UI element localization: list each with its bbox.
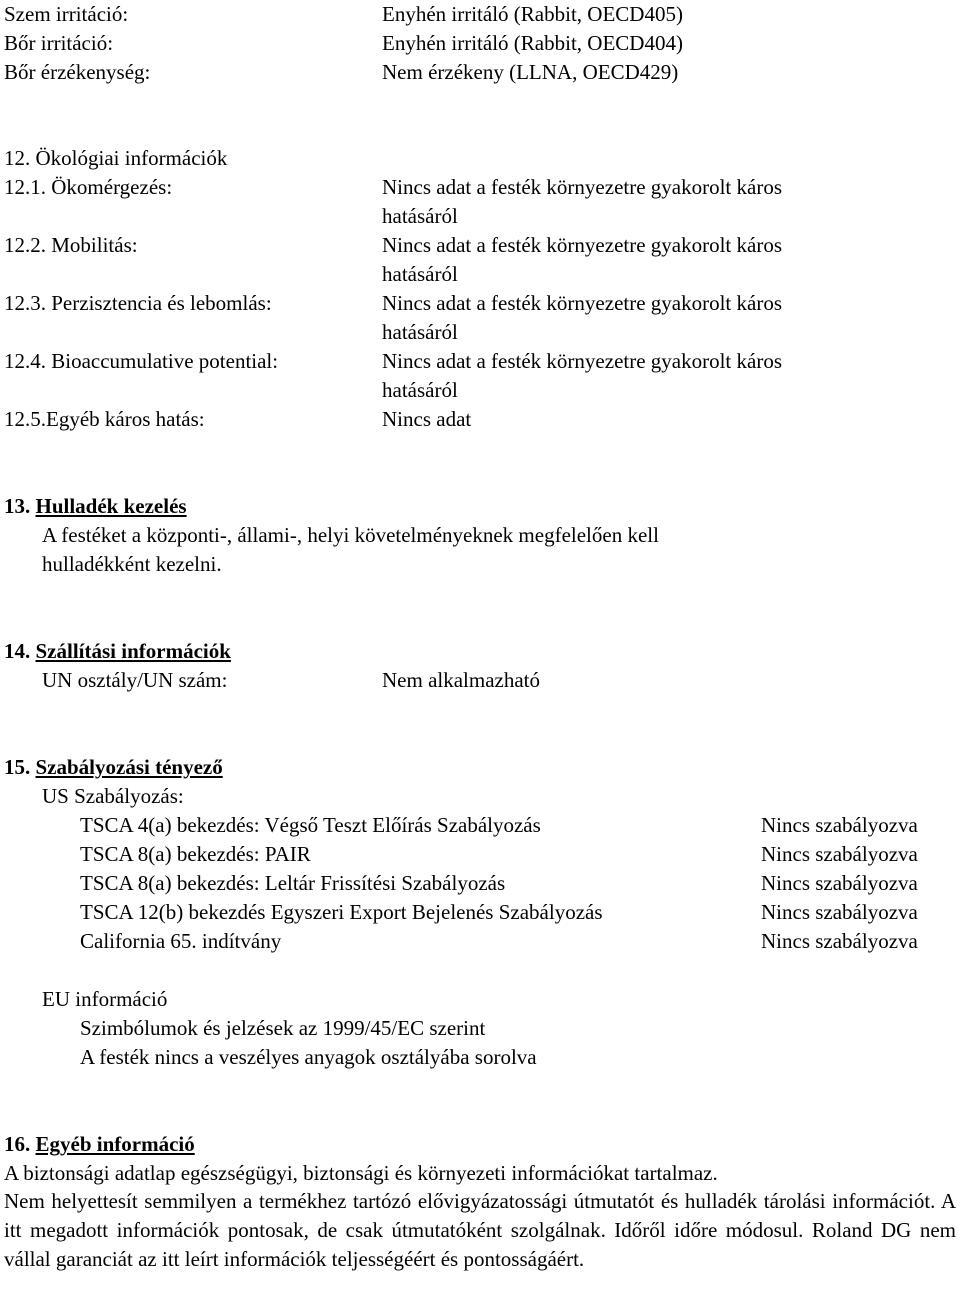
eye-irritation-value: Enyhén irritáló (Rabbit, OECD405) [382, 2, 683, 26]
section-16-title: Egyéb információ [35, 1132, 195, 1156]
us-regulation-item: TSCA 4(a) bekezdés: Végső Teszt Előírás Szabályozás [80, 813, 541, 837]
section-14-heading [4, 639, 231, 663]
eu-info-label: EU információ [42, 987, 168, 1011]
waste-text-line2: hulladékként kezelni. [42, 552, 222, 576]
section-16-heading [4, 1132, 195, 1156]
us-regulation-label: US Szabályozás: [42, 784, 184, 808]
skin-sensitization-value: Nem érzékeny (LLNA, OECD429) [382, 60, 679, 84]
section-14-number: 14. [4, 639, 36, 663]
eye-irritation-label: Szem irritáció: [4, 2, 129, 26]
other-info-paragraph: Nem helyettesít semmilyen a termékhez tartózó elővigyázatossági útmutatót és hulladék tárolási információt. A itt megadott információk pontosak, de csak útmutatóként szolgálnak. Időről időre módosul. Roland DG nem vállal garanciát az itt leírt információk teljességéért és pontosságáért. [4, 1189, 956, 1271]
ecotoxicity-label: 12.1. Ökomérgezés: [4, 175, 173, 199]
section-15-title: Szabályozási tényező [35, 755, 223, 779]
ecotoxicity-value-cont: hatásáról [382, 204, 458, 228]
section-15-heading [4, 755, 223, 779]
other-info-line1: A biztonsági adatlap egészségügyi, biztonsági és környezeti információkat tartalmaz. [4, 1161, 718, 1185]
section-13-number: 13. [4, 494, 36, 518]
persistence-value: Nincs adat a festék környezetre gyakorolt káros [382, 291, 783, 315]
un-class-label: UN osztály/UN szám: [42, 668, 228, 692]
waste-text-line1: A festéket a központi-, állami-, helyi követelményeknek megfelelően kell [42, 523, 659, 547]
section-13-title: Hulladék kezelés [35, 494, 187, 518]
eu-info-line: Szimbólumok és jelzések az 1999/45/EC szerint [80, 1016, 486, 1040]
ecotoxicity-value: Nincs adat a festék környezetre gyakorolt káros [382, 175, 783, 199]
other-effects-label: 12.5.Egyéb káros hatás: [4, 407, 205, 431]
us-regulation-item: California 65. indítvány [80, 929, 282, 953]
mobility-value: Nincs adat a festék környezetre gyakorolt káros [382, 233, 783, 257]
bioaccumulation-value: Nincs adat a festék környezetre gyakorolt káros [382, 349, 783, 373]
mobility-label: 12.2. Mobilitás: [4, 233, 138, 257]
us-regulation-item: TSCA 8(a) bekezdés: PAIR [80, 842, 311, 866]
un-class-value: Nem alkalmazható [382, 668, 541, 692]
persistence-label: 12.3. Perzisztencia és lebomlás: [4, 291, 272, 315]
other-effects-value: Nincs adat [382, 407, 472, 431]
skin-irritation-label: Bőr irritáció: [4, 31, 114, 55]
skin-irritation-value: Enyhén irritáló (Rabbit, OECD404) [382, 31, 683, 55]
us-regulation-item: TSCA 12(b) bekezdés Egyszeri Export Bejelenés Szabályozás [80, 900, 603, 924]
bioaccumulation-label: 12.4. Bioaccumulative potential: [4, 349, 279, 373]
bioaccumulation-value-cont: hatásáról [382, 378, 458, 402]
us-regulation-status: Nincs szabályozva [761, 842, 918, 866]
section-13-heading [4, 494, 187, 518]
persistence-value-cont: hatásáról [382, 320, 458, 344]
us-regulation-status: Nincs szabályozva [761, 813, 918, 837]
section-14-title: Szállítási információk [35, 639, 231, 663]
skin-sensitization-label: Bőr érzékenység: [4, 60, 151, 84]
section-12-heading: 12. Ökológiai információk [4, 146, 228, 170]
eu-info-line: A festék nincs a veszélyes anyagok osztályába sorolva [80, 1045, 537, 1069]
us-regulation-status: Nincs szabályozva [761, 900, 918, 924]
mobility-value-cont: hatásáról [382, 262, 458, 286]
section-15-number: 15. [4, 755, 36, 779]
us-regulation-status: Nincs szabályozva [761, 871, 918, 895]
us-regulation-item: TSCA 8(a) bekezdés: Leltár Frissítési Szabályozás [80, 871, 506, 895]
us-regulation-status: Nincs szabályozva [761, 929, 918, 953]
section-16-number: 16. [4, 1132, 36, 1156]
